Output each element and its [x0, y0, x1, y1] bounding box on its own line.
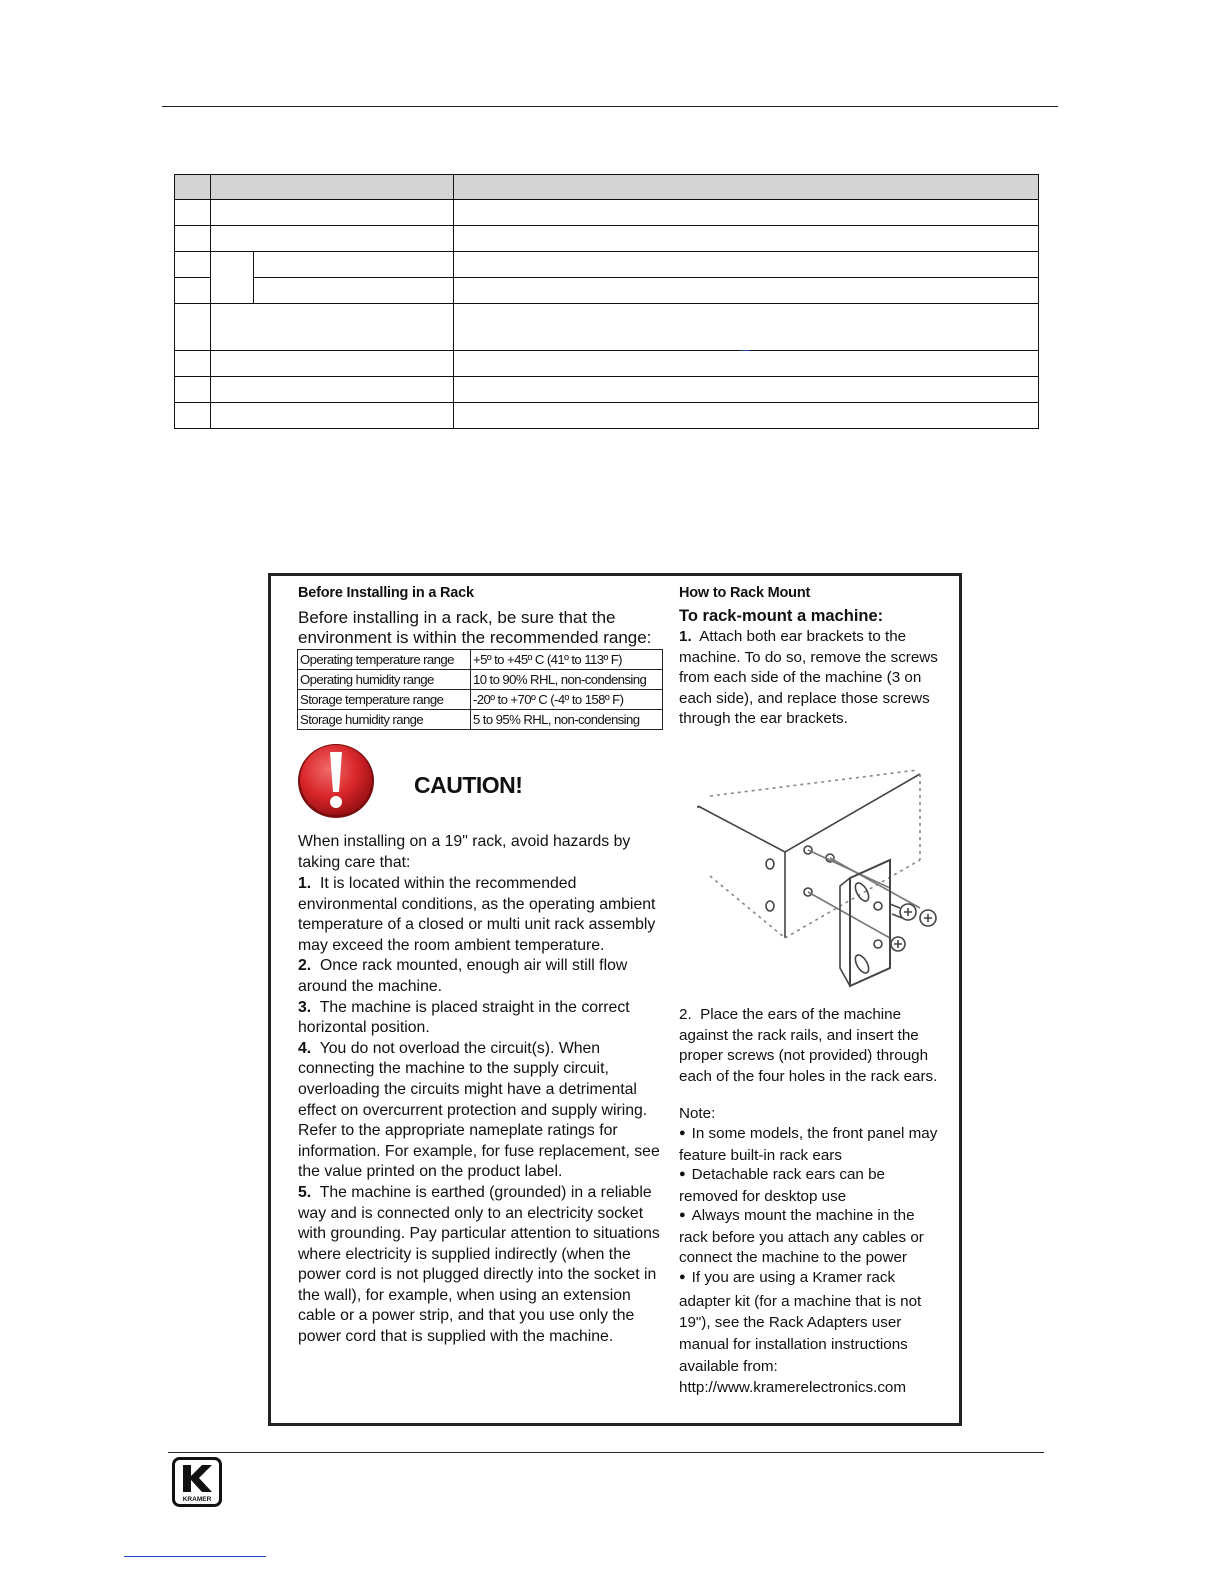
caution-exclamation-icon: [296, 742, 378, 820]
item-number: 3.: [298, 998, 312, 1016]
env-value: +5º to +45º C (41º to 113º F): [471, 650, 663, 670]
note-label: Note:: [679, 1105, 716, 1122]
footer-rule: [168, 1452, 1044, 1453]
table-row: [175, 226, 1039, 252]
table-row: [175, 403, 1039, 429]
step-text: Attach both ear brackets to the machine. To do so, remove the screws from each side of the machine (3 on each side), and replace those screws through the ear brackets.: [679, 628, 938, 728]
list-item: [679, 1165, 941, 1206]
specifications-table: [174, 174, 1039, 429]
table-row: [175, 377, 1039, 403]
rack-mount-subheading: To rack-mount a machine:: [679, 607, 884, 625]
caution-item: [298, 1183, 666, 1348]
env-value: -20º to +70º C (-4º to 158º F): [471, 690, 663, 710]
link-underline-fragment[interactable]: [740, 350, 750, 351]
caution-item: [298, 998, 666, 1039]
table-row: [175, 278, 1039, 304]
env-label: Storage humidity range: [298, 710, 471, 730]
env-label: Operating temperature range: [298, 650, 471, 670]
caution-title: CAUTION!: [414, 772, 523, 798]
logo-wordmark: KRAMER: [182, 1496, 212, 1503]
table-row: [175, 351, 1039, 377]
caution-list: [298, 874, 666, 1348]
item-number: 4.: [298, 1039, 312, 1057]
table-row: [298, 670, 663, 690]
how-to-rack-mount-heading: How to Rack Mount: [679, 585, 811, 601]
env-label: Storage temperature range: [298, 690, 471, 710]
item-text: You do not overload the circuit(s). When connecting the machine to the supply circuit, overloading the circuits might have a detrimental effect on overcurrent protection and supply wiring. Refer to the appropriate nameplate ratings for information. For example, for fuse replacement, see the value printed on the product label.: [298, 1039, 660, 1181]
table-row: [175, 252, 1039, 278]
before-installing-heading: Before Installing in a Rack: [298, 585, 474, 601]
bullet-icon: ●: [679, 1209, 686, 1222]
table-header-row: [175, 175, 1039, 200]
table-row: [175, 200, 1039, 226]
note-text: Always mount the machine in the rack before you attach any cables or connect the machine to the power: [679, 1207, 924, 1266]
rack-mount-step-2: [679, 1005, 941, 1087]
caution-item: [298, 874, 666, 956]
notes-list: [679, 1124, 941, 1399]
step-number: 1.: [679, 628, 692, 645]
item-text: It is located within the recommended environmental conditions, as the operating ambient temperature of a closed or multi unit rack assembly may exceed the room ambient temperature.: [298, 875, 656, 954]
bottom-link-underline[interactable]: [124, 1556, 266, 1557]
note-text: Detachable rack ears can be removed for desktop use: [679, 1166, 885, 1205]
rack-mount-step-1: [679, 627, 941, 730]
list-item: [679, 1124, 941, 1165]
step-number: 2.: [679, 1006, 692, 1023]
list-item: [679, 1206, 941, 1267]
item-number: 2.: [298, 957, 312, 975]
kramer-logo: [172, 1457, 222, 1507]
step-text: Place the ears of the machine against the rack rails, and insert the proper screws (not provided) through each of the four holes in the rack ears.: [679, 1006, 938, 1085]
item-text: The machine is placed straight in the correct horizontal position.: [298, 998, 630, 1037]
env-label: Operating humidity range: [298, 670, 471, 690]
caution-intro: When installing on a 19" rack, avoid hazards by taking care that:: [298, 833, 631, 871]
rack-ear-bracket-illustration: [690, 768, 940, 996]
table-row: [298, 650, 663, 670]
item-text: Once rack mounted, enough air will still flow around the machine.: [298, 957, 628, 995]
note-text: If you are using a Kramer rack adapter kit (for a machine that is not 19"), see the Rack Adapters user manual for installation instructions available from: http://www.kramerelectronics.com: [679, 1269, 922, 1397]
item-number: 1.: [298, 875, 312, 892]
caution-item: [298, 1039, 666, 1183]
item-text: The machine is earthed (grounded) in a reliable way and is connected only to an electricity socket with grounding. Pay particular attention to situations where electricity is supplied indirectly (when the power cord is not plugged directly into the socket in the wall), for example, when using an extension cable or a power strip, and that you use only the power cord that is supplied with the machine.: [298, 1183, 660, 1346]
header-rule: [162, 106, 1058, 107]
table-row: [175, 304, 1039, 351]
environment-table: [297, 649, 663, 730]
item-number: 5.: [298, 1183, 312, 1201]
env-value: 5 to 95% RHL, non-condensing: [471, 710, 663, 730]
bullet-icon: ●: [679, 1168, 686, 1181]
note-text: In some models, the front panel may feature built-in rack ears: [679, 1125, 938, 1164]
table-row: [298, 690, 663, 710]
caution-item: [298, 956, 666, 997]
env-value: 10 to 90% RHL, non-condensing: [471, 670, 663, 690]
bullet-icon: ●: [679, 1271, 686, 1284]
list-item: [679, 1267, 941, 1399]
before-installing-intro: Before installing in a rack, be sure that the environment is within the recommended range:: [298, 608, 652, 647]
bullet-icon: ●: [679, 1127, 686, 1139]
table-row: [298, 710, 663, 730]
